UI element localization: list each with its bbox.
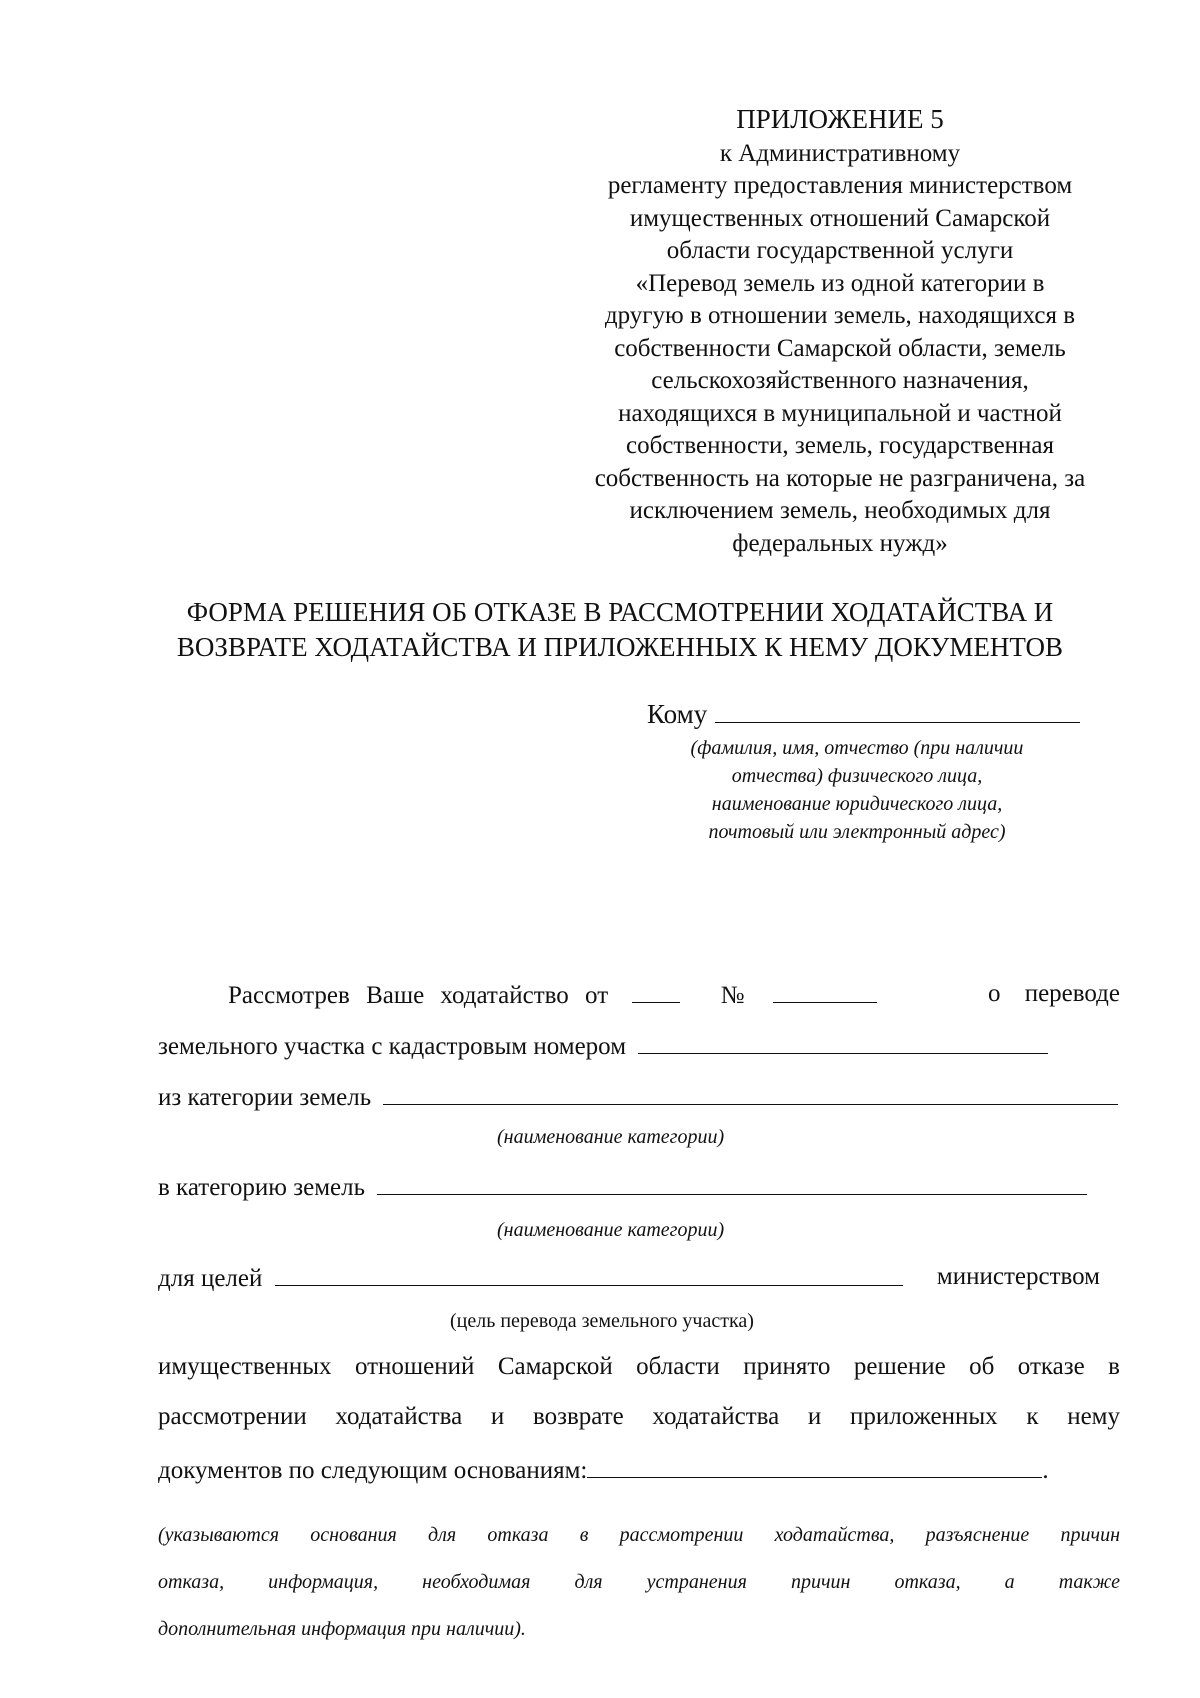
decision-line: имущественных отношений Самарской области принято решение об отказе в: [158, 1353, 1120, 1380]
petition-number-sign: №: [720, 982, 745, 1009]
petition-text: Рассмотрев Ваше ходатайство от: [228, 982, 609, 1009]
form-title-line: ФОРМА РЕШЕНИЯ ОБ ОТКАЗЕ В РАССМОТРЕНИИ ХОДАТАЙСТВА И: [186, 597, 1054, 627]
body-line-grounds: [158, 1455, 1120, 1485]
ministry-text: министерством: [936, 1263, 1100, 1290]
cadastral-label: земельного участка с кадастровым номером: [158, 1033, 627, 1060]
from-category-hint: (наименование категории): [497, 1126, 725, 1148]
decision-line: рассмотрении ходатайства и возврате ходатайства и приложенных к нему: [158, 1403, 1120, 1430]
to-category-label: в категорию земель: [158, 1174, 365, 1201]
appendix-line: собственности, земель, государственная: [625, 432, 1055, 459]
appendix-line: собственность на которые не разграничена, за: [594, 464, 1086, 492]
note-line: (указываются основания для отказа в рассмотрении ходатайства, разъяснение причин: [158, 1524, 1120, 1546]
from-category-label: из категории земель: [158, 1084, 372, 1111]
appendix-line: федеральных нужд»: [732, 529, 948, 557]
purpose-hint: (цель перевода земельного участка): [450, 1310, 754, 1332]
body-line-cadastral: [158, 1031, 1120, 1061]
appendix-line: к Административному: [719, 139, 961, 167]
appendix-line: исключением земель, необходимых для: [629, 497, 1051, 524]
recipient-field: [647, 698, 1117, 730]
appendix-line: «Перевод земель из одной категории в: [635, 269, 1045, 297]
grounds-blank[interactable]: [587, 1455, 1042, 1478]
purpose-label: для целей: [158, 1265, 263, 1292]
to-category-blank[interactable]: [377, 1172, 1087, 1195]
petition-date-blank[interactable]: [632, 980, 680, 1003]
appendix-line: сельскохозяйственного назначения,: [651, 367, 1029, 394]
grounds-period: .: [1042, 1457, 1049, 1484]
form-title: [120, 595, 1120, 665]
appendix-line: области государственной услуги: [666, 237, 1014, 264]
body-line-petition: [228, 980, 1120, 1010]
note-line: дополнительная информация при наличии).: [158, 1618, 526, 1640]
form-title-line: ВОЗВРАТЕ ХОДАТАЙСТВА И ПРИЛОЖЕННЫХ К НЕМУ ДОКУМЕНТОВ: [176, 632, 1064, 662]
appendix-line: регламенту предоставления министерством: [607, 172, 1073, 199]
body-line-from-category: [158, 1082, 1120, 1112]
body-line-purpose: [158, 1263, 1120, 1293]
recipient-hint-line: почтовый или электронный адрес): [708, 821, 1006, 843]
to-category-hint: (наименование категории): [497, 1219, 725, 1241]
instruction-note: [158, 1512, 1120, 1653]
recipient-hint-line: (фамилия, имя, отчество (при наличии: [690, 737, 1024, 759]
cadastral-number-blank[interactable]: [638, 1031, 1048, 1054]
appendix-title: ПРИЛОЖЕНИЕ 5: [736, 104, 944, 134]
appendix-line: другую в отношении земель, находящихся в: [604, 302, 1076, 329]
recipient-label: Кому: [647, 699, 708, 729]
purpose-blank[interactable]: [275, 1263, 903, 1286]
appendix-line: находящихся в муниципальной и частной: [618, 399, 1062, 427]
body-line-to-category: [158, 1172, 1120, 1202]
petition-end-text: о переводе: [987, 980, 1120, 1007]
appendix-header: [555, 103, 1125, 560]
from-category-blank[interactable]: [383, 1082, 1118, 1105]
appendix-line: имущественных отношений Самарской: [629, 204, 1051, 232]
recipient-hint-line: наименование юридического лица,: [711, 793, 1003, 815]
appendix-line: собственности Самарской области, земель: [614, 334, 1066, 362]
recipient-hint-line: отчества) физического лица,: [731, 765, 983, 787]
recipient-hint: [622, 734, 1092, 846]
grounds-label: документов по следующим основаниям:: [158, 1457, 588, 1484]
petition-number-blank[interactable]: [773, 980, 877, 1003]
recipient-blank[interactable]: [715, 698, 1080, 723]
note-line: отказа, информация, необходимая для устранения причин отказа, а также: [158, 1571, 1120, 1593]
